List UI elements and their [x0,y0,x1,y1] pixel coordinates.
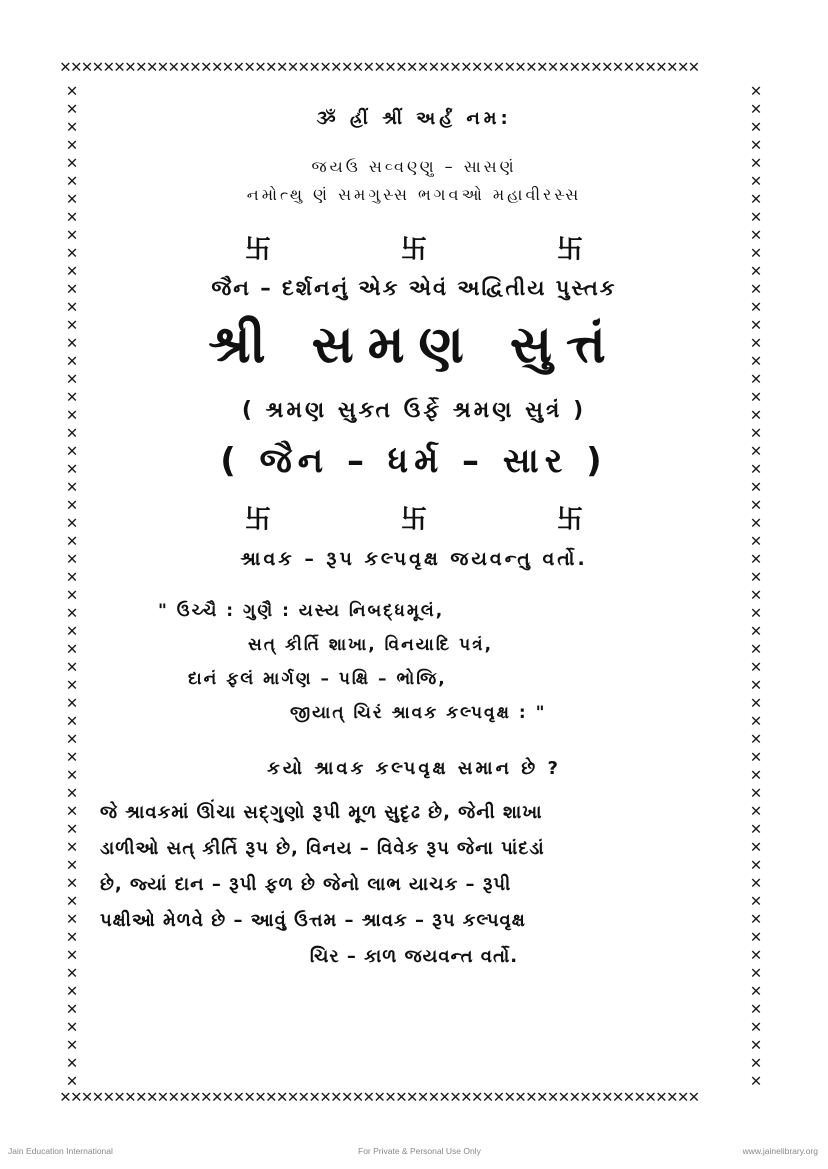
title-page-content [100,98,728,975]
namo-line: નમોત્થુ ણં સમગુસ્સ ભગવઓ મહાવીરસ્સ [246,185,582,204]
paragraph-line: પક્ષીઓ મેળવે છે – આવું ઉત્તમ – શ્રાવક – રૂપ કલ્પવૃક્ષ [100,910,526,931]
verse-line: દાનં ફલં માર્ગણ – પક્ષિ – ભોજિ, [188,669,447,689]
explanation-paragraph [100,795,728,975]
verse-line: સત્ કીર્તિ શાખા, વિનયાદિ પત્રં, [248,635,494,655]
swastika-row-bottom [100,499,728,536]
decorative-border-right: ✕ ✕ ✕ ✕ ✕ ✕ ✕ ✕ ✕ ✕ ✕ ✕ ✕ ✕ ✕ ✕ ✕ ✕ ✕ ✕ ✕ ✕ ✕ ✕ ✕ ✕ ✕ ✕ ✕ ✕ ✕ ✕ ✕ ✕ ✕ ✕ ✕ ✕ ✕ ✕ ✕ ✕ ✕ ✕ ✕ ✕ ✕ ✕ ✕ ✕ ✕ ✕ ✕ ✕ ✕ ✕ [750,82,762,1088]
book-alt-title: ( શ્રમણ સુક્ત ઉર્ફે શ્રમણ સુત્રં ) [241,398,587,423]
sanskrit-verse [100,594,728,730]
book-subtitle: ( જૈન – ધર્મ – સાર ) [220,441,608,481]
swastika-icon: 卐 [557,505,584,535]
footer-center: For Private & Personal Use Only [358,1146,481,1156]
decorative-border-left: ✕ ✕ ✕ ✕ ✕ ✕ ✕ ✕ ✕ ✕ ✕ ✕ ✕ ✕ ✕ ✕ ✕ ✕ ✕ ✕ ✕ ✕ ✕ ✕ ✕ ✕ ✕ ✕ ✕ ✕ ✕ ✕ ✕ ✕ ✕ ✕ ✕ ✕ ✕ ✕ ✕ ✕ ✕ ✕ ✕ ✕ ✕ ✕ ✕ ✕ ✕ ✕ ✕ ✕ ✕ ✕ [66,82,78,1088]
swastika-icon: 卐 [244,505,271,535]
jayau-line: જયઉ સવ્વણ્ણુ – સાસણં [311,157,517,176]
invocation-line: ૐ હ્રીં શ્રીં અર્હં નમ: [316,108,512,129]
verse-line: જીયાત્ ચિરં શ્રાવક કલ્પવૃક્ષ : " [290,703,547,723]
book-tagline: જૈન – દર્શનનું એક એવં અદ્વિતીય પુસ્તક [211,276,617,300]
swastika-icon: 卐 [557,235,584,265]
footer-right-link[interactable]: www.jainelibrary.org [742,1146,818,1156]
decorative-border-bottom: ✕✕✕✕✕✕✕✕✕✕✕✕✕✕✕✕✕✕✕✕✕✕✕✕✕✕✕✕✕✕✕✕✕✕✕✕✕✕✕✕✕✕✕✕✕✕✕✕✕✕✕✕✕✕✕✕✕✕✕ [60,1088,700,1107]
paragraph-line: ચિર – કાળ જયવન્ત વર્તો. [309,946,519,967]
verse-line: " ઉચ્ચૈ : ગુણૈ : યસ્ય નિબદ્ધમૂલં, [158,601,445,621]
swastika-icon: 卐 [400,505,427,535]
book-title: શ્રી સમણ સુત્તં [208,315,620,375]
footer-left: Jain Education International [8,1146,113,1156]
page-border-frame [60,58,768,1112]
decorative-border-top: ✕✕✕✕✕✕✕✕✕✕✕✕✕✕✕✕✕✕✕✕✕✕✕✕✕✕✕✕✕✕✕✕✕✕✕✕✕✕✕✕✕✕✕✕✕✕✕✕✕✕✕✕✕✕✕✕✕✕✕ [60,58,700,77]
paragraph-line: જે શ્રાવકમાં ઊંચા સદ્ગુણો રૂપી મૂળ સુદૃઢ છે, જેની શાખા [100,802,543,823]
paragraph-line: છે, જ્યાં દાન – રૂપી ફળ છે જેનો લાભ યાચક – રૂપી [100,874,512,895]
swastika-row-top [100,229,728,266]
paragraph-line: ડાળીઓ સત્ કીર્તિ રૂપ છે, વિનય – વિવેક રૂપ જેના પાંદડાં [100,838,545,859]
question-heading: કયો શ્રાવક કલ્પવૃક્ષ સમાન છે ? [267,758,561,779]
blessing-line: શ્રાવક – રૂપ કલ્પવૃક્ષ જયવન્તુ વર્તો. [240,548,588,570]
swastika-icon: 卐 [400,235,427,265]
swastika-icon: 卐 [244,235,271,265]
